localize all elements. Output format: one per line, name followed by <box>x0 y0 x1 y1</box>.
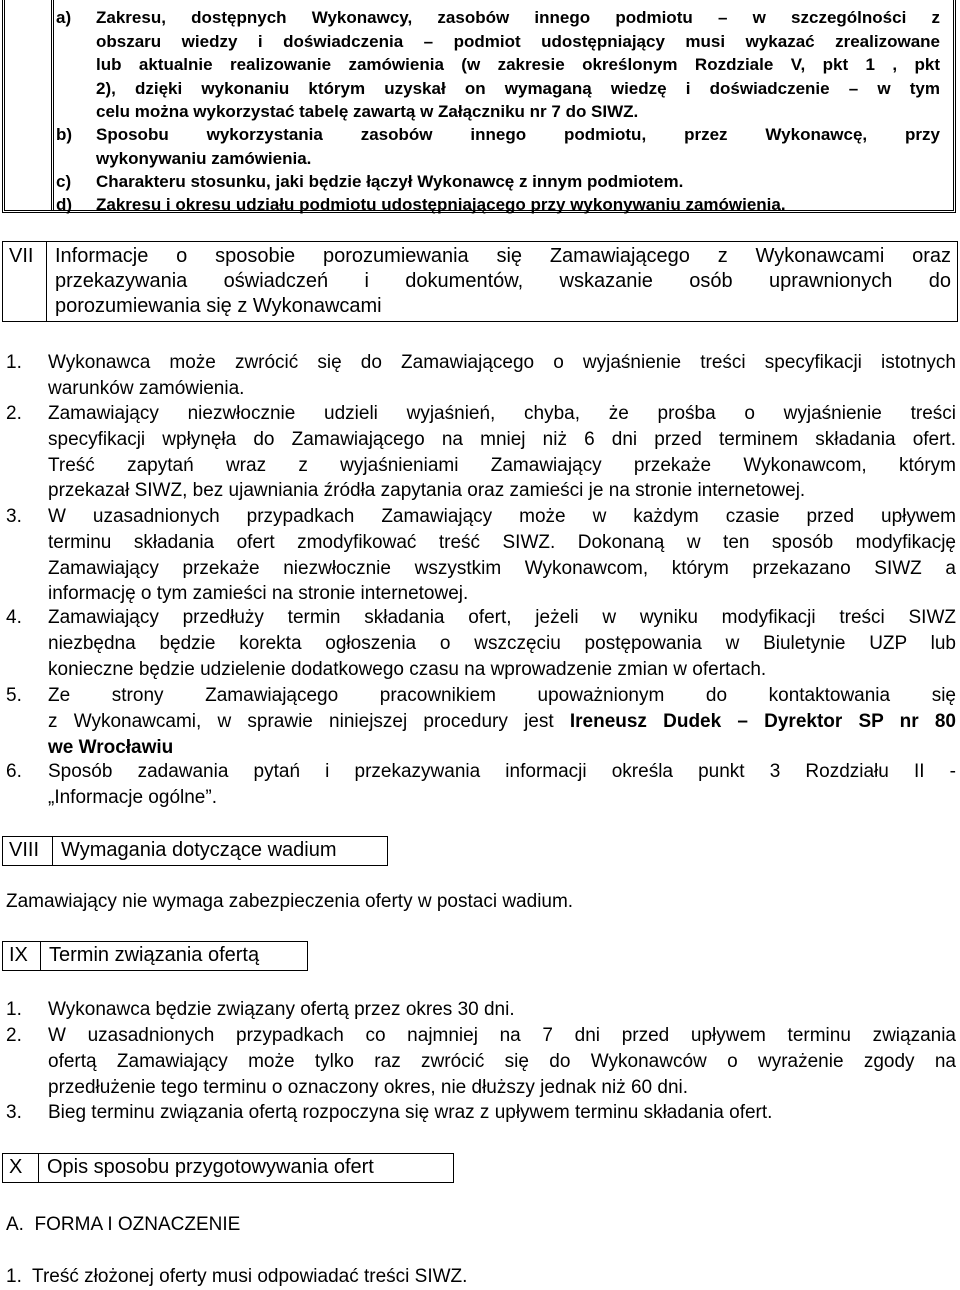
item-line: niezbędna będzie korekta ogłoszenia o wszczęciu postępowania w Biuletynie UZP lub <box>48 632 956 654</box>
section-number: IX <box>3 942 41 970</box>
section-title: Opis sposobu przygotowywania ofert <box>47 1156 374 1178</box>
contact-location: we Wrocławiu <box>48 736 174 758</box>
list-item <box>6 1100 956 1126</box>
section-title: Wymagania dotyczące wadium <box>61 839 337 861</box>
item-line: Sposób zadawania pytań i przekazywania informacji określa punkt 3 Rozdziału II - <box>48 761 956 782</box>
list-item <box>6 504 956 607</box>
table-column-divider <box>51 0 54 210</box>
section-x-header <box>2 1153 454 1183</box>
item-label: c) <box>56 172 72 191</box>
item-line: lub aktualnie realizowanie zamówienia (w zakresie określonym Rozdziale V, pkt 1 , pkt <box>96 55 940 74</box>
item-line: Zamawiający przekaże niezwłocznie wszystkim Wykonawcom, którym przekazano SIWZ a <box>48 557 956 579</box>
item-line <box>48 735 956 761</box>
item-line: celu można wykorzystać tabelę zawartą w Załączniku nr 7 do SIWZ. <box>96 102 639 121</box>
item-line: 2), dzięki wykonaniu którym uzyskał on wymaganą wiedzę i doświadczenie – w tym <box>96 78 940 98</box>
item-line: Zakresu i okresu udziału podmiotu udostępniającego przy wykonywaniu zamówienia. <box>96 195 786 214</box>
condition-item-c <box>56 170 940 194</box>
item-number: 2. <box>6 1025 22 1046</box>
item-number: 2. <box>6 403 22 424</box>
condition-item-a <box>56 6 940 124</box>
item-number: 1. <box>6 352 22 373</box>
item-line: przekazał SIWZ, bez ujawniania źródła zapytania oraz zamieści je na stronie internetowej. <box>48 480 806 502</box>
line-text: z Wykonawcami, w sprawie niniejszej procedury jest <box>48 710 570 732</box>
item-number: 1. <box>6 999 22 1020</box>
item-number: 6. <box>6 761 22 782</box>
contact-person: Ireneusz Dudek – Dyrektor SP nr 80 <box>569 710 957 732</box>
subheading: A. FORMA I OZNACZENIE <box>6 1214 241 1235</box>
item-line: Bieg terminu związania ofertą rozpoczyna się wraz z upływem terminu składania ofert. <box>48 1102 773 1123</box>
condition-item-d <box>56 193 940 217</box>
item-line: Treść zapytań wraz z wyjaśnieniami Zamawiający przekaże Wykonawcom, którym <box>48 454 956 476</box>
section-number: VII <box>3 242 47 321</box>
item-line: Sposobu wykorzystania zasobów innego podmiotu, przez Wykonawcę, przy <box>96 125 940 144</box>
item-line: ofertą Zamawiający może tylko raz zwrócić się do Wykonawców o wyrażenie zgody na <box>48 1050 956 1072</box>
list-item <box>6 350 956 402</box>
list-item <box>6 683 956 760</box>
item-line: W uzasadnionych przypadkach co najmniej na 7 dni przed upływem terminu związania <box>48 1025 956 1046</box>
item-line: terminu składania ofert zmodyfikować treść SIWZ. Dokonaną w ten sposób modyfikację <box>48 531 956 553</box>
item-number: 4. <box>6 607 22 628</box>
item-number: 3. <box>6 1102 22 1123</box>
item-line: specyfikacji wpłynęła do Zamawiającego na mniej niż 6 dni przed terminem składania ofert. <box>48 428 956 450</box>
section-vii-header <box>2 241 958 322</box>
list-item: 1. Treść złożonej oferty musi odpowiadać treści SIWZ. <box>6 1266 468 1287</box>
list-item <box>6 605 956 682</box>
item-label: b) <box>56 125 73 144</box>
title-line: porozumiewania się z Wykonawcami <box>55 295 382 317</box>
condition-item-b <box>56 123 940 170</box>
item-line: Zamawiający przedłuży termin składania ofert, jeżeli w wyniku modyfikacji treści SIWZ <box>48 607 956 628</box>
item-line: Zakresu, dostępnych Wykonawcy, zasobów innego podmiotu – w szczególności z <box>96 8 940 27</box>
item-line: obszaru wiedzy i doświadczenia – podmiot udostępniający musi wykazać zrealizowane <box>96 31 940 51</box>
item-line: Wykonawca może zwrócić się do Zamawiającego o wyjaśnienie treści specyfikacji istotnych <box>48 352 956 373</box>
section-ix-header <box>2 941 308 971</box>
item-number: 5. <box>6 685 22 706</box>
item-line: Zamawiający niezwłocznie udzieli wyjaśnień, chyba, że prośba o wyjaśnienie treści <box>48 403 956 424</box>
item-line: warunków zamówienia. <box>48 377 245 399</box>
list-item <box>6 401 956 504</box>
section-text: Zamawiający nie wymaga zabezpieczenia oferty w postaci wadium. <box>6 891 574 912</box>
item-line <box>48 709 956 735</box>
item-label: d) <box>56 195 73 214</box>
title-line: Informacje o sposobie porozumiewania się Zamawiającego z Wykonawcami oraz <box>55 245 951 267</box>
item-label: a) <box>56 8 72 27</box>
title-line: przekazywania oświadczeń i dokumentów, wskazanie osób uprawnionych do <box>55 270 951 292</box>
item-line: W uzasadnionych przypadkach Zamawiający może w każdym czasie przed upływem <box>48 506 956 527</box>
list-item <box>6 1023 956 1100</box>
item-line: przedłużenie tego terminu o oznaczony okres, nie dłuższy jednak niż 60 dni. <box>48 1076 689 1098</box>
list-item <box>6 997 956 1023</box>
item-line: „Informacje ogólne”. <box>48 786 217 808</box>
section-viii-header <box>2 836 388 866</box>
section-title: Termin związania ofertą <box>49 944 260 966</box>
item-line: informację o tym zamieści na stronie internetowej. <box>48 583 469 605</box>
section-number: VIII <box>3 837 53 865</box>
section-title <box>47 242 957 321</box>
item-line: Charakteru stosunku, jaki będzie łączył Wykonawcę z innym podmiotem. <box>96 172 684 191</box>
item-number: 3. <box>6 506 22 527</box>
list-item <box>6 759 956 811</box>
item-line: Wykonawca będzie związany ofertą przez okres 30 dni. <box>48 999 515 1020</box>
item-line: wykonywaniu zamówienia. <box>96 148 312 168</box>
item-line: Ze strony Zamawiającego pracownikiem upoważnionym do kontaktowania się <box>48 685 956 706</box>
section-number: X <box>3 1154 39 1182</box>
item-line: konieczne będzie udzielenie dodatkowego czasu na wprowadzenie zmian w ofertach. <box>48 658 767 680</box>
